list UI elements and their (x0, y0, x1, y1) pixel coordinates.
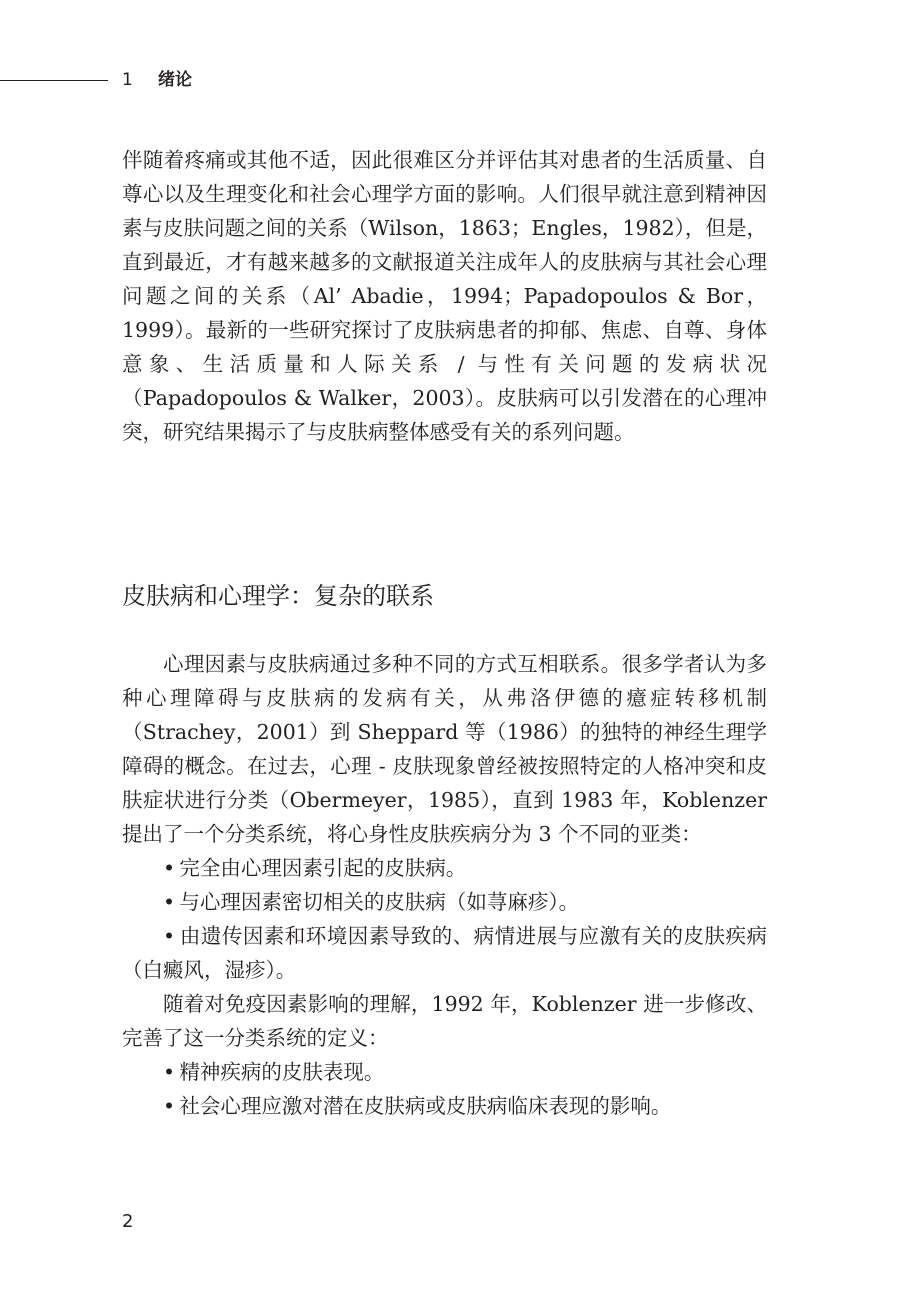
list-item (122, 885, 767, 919)
section-body (122, 647, 767, 1123)
list-item-text: 与心理因素密切相关的皮肤病（如荨麻疹）。 (179, 890, 580, 914)
intro-block (122, 143, 767, 449)
bullet-icon: • (163, 1094, 176, 1118)
list-item-text: 社会心理应激对潜在皮肤病或皮肤病临床表现的影响。 (179, 1094, 672, 1118)
list-item (122, 1055, 767, 1089)
chapter-title: 绪论 (158, 70, 192, 90)
list-item (122, 851, 767, 885)
chapter-number: 1 (122, 70, 133, 90)
bullet-icon: • (163, 924, 176, 948)
running-head (122, 68, 192, 92)
list-item-text: 完全由心理因素引起的皮肤病。 (179, 856, 467, 880)
bullet-icon: • (163, 1060, 176, 1084)
header-rule (0, 80, 108, 81)
body-paragraph: 随着对免疫因素影响的理解，1992 年，Koblenzer 进一步修改、完善了这一分类系统的定义： (122, 992, 767, 1050)
list-item (122, 919, 767, 987)
section-title: 皮肤病和心理学：复杂的联系 (122, 582, 434, 610)
bullet-icon: • (163, 856, 176, 880)
list-item-text: 精神疾病的皮肤表现。 (179, 1060, 385, 1084)
page-number: 2 (122, 1211, 134, 1232)
body-paragraph: 心理因素与皮肤病通过多种不同的方式互相联系。很多学者认为多种心理障碍与皮肤病的发病有关，从弗洛伊德的癔症转移机制（Strachey，2001）到 Sheppard 等（1986）的独特的神经生理学障碍的概念。在过去，心理 - 皮肤现象曾经被按照特定的人格冲突和皮肤症状进行分类（Obermeyer，1985），直到 1983 年，Koblenzer 提出了一个分类系统，将心身性皮肤疾病分为 3 个不同的亚类： (122, 652, 767, 846)
list-item (122, 1089, 767, 1123)
bullet-icon: • (163, 890, 176, 914)
intro-paragraph: 伴随着疼痛或其他不适，因此很难区分并评估其对患者的生活质量、自尊心以及生理变化和社会心理学方面的影响。人们很早就注意到精神因素与皮肤问题之间的关系（Wilson，1863；Engles，1982），但是，直到最近，才有越来越多的文献报道关注成年人的皮肤病与其社会心理问题之间的关系（Al’ Abadie，1994；Papadopoulos & Bor，1999）。最新的一些研究探讨了皮肤病患者的抑郁、焦虑、自尊、身体意象、生活质量和人际关系 / 与性有关问题的发病状况（Papadopoulos & Walker，2003）。皮肤病可以引发潜在的心理冲突，研究结果揭示了与皮肤病整体感受有关的系列问题。 (122, 148, 767, 444)
list-item-text: 由遗传因素和环境因素导致的、病情进展与应激有关的皮肤疾病（白癜风，湿疹）。 (122, 924, 767, 982)
